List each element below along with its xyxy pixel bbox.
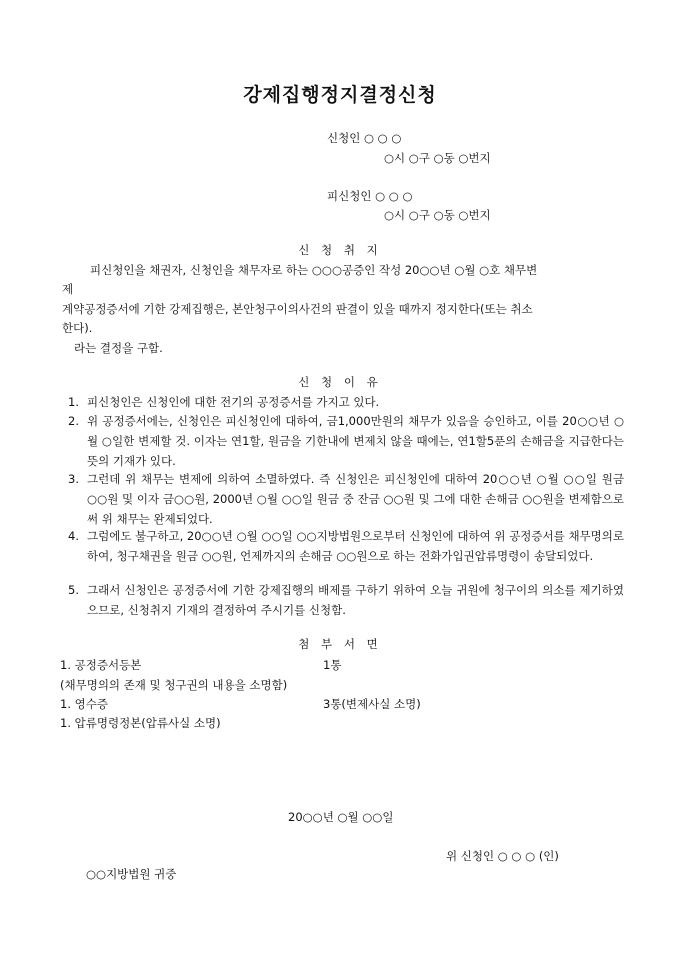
reason-number: 4. [68, 529, 79, 543]
attachment-note: (채무명의의 존재 및 청구권의 내용을 소명함) [60, 678, 288, 692]
reason-item-5 [68, 580, 624, 620]
reason-number: 5. [68, 583, 79, 597]
court-addressee: ○○지방법원 귀중 [86, 867, 177, 881]
applicant-address: ○시 ○구 ○동 ○번지 [384, 151, 491, 165]
reason-item-2 [68, 411, 624, 471]
reason-text: 피신청인은 신청인에 대한 전기의 공정증서를 가지고 있다. [87, 395, 380, 409]
applicant-label: 신청인 ○ ○ ○ [327, 131, 402, 145]
purpose-line-1: 피신청인을 채권자, 신청인을 채무자로 하는 ○○○공증인 작성 20○○년 ○월 ○호 채무변 [90, 263, 538, 277]
reasons-heading: 신 청 이 유 [298, 375, 382, 389]
purpose-heading: 신 청 취 지 [298, 243, 382, 257]
purpose-line-4: 한다). [62, 321, 93, 335]
reason-text: 위 공정증서에는, 신청인은 피신청인에 대하여, 금1,000만원의 채무가 있음을 승인하고, 이를 20○○년 ○월 ○일한 변제할 것. 이자는 연1할, 원금을 기한내에 변제치 않을 때에는, 연1할5푼의 손해금을 지급한다는 뜻의 기재가 있다. [87, 414, 624, 468]
reason-text: 그럼에도 불구하고, 20○○년 ○월 ○○일 ○○지방법원으로부터 신청인에 대하여 위 공정증서를 채무명의로 하여, 청구채권을 원금 ○○원, 언제까지의 손해금 ○○원으로 하는 전화가입권압류명령이 송달되었다. [87, 529, 624, 563]
reason-text: 그런데 위 채무는 변제에 의하여 소멸하였다. 즉 신청인은 피신청인에 대하여 20○○년 ○월 ○○일 원금 ○○원 및 이자 금○○원, 2000년 ○월 ○○일 원금 중 잔금 ○○원 및 그에 대한 손해금 ○○원을 변제함으로써 위 채무는 완제되었다. [87, 472, 624, 526]
reason-number: 1. [68, 395, 79, 409]
respondent-label: 피신청인 ○ ○ ○ [327, 189, 413, 203]
document-date: 20○○년 ○월 ○○일 [288, 810, 394, 824]
attachment-qty: 3통(변제사실 소명) [323, 697, 421, 711]
respondent-address: ○시 ○구 ○동 ○번지 [384, 208, 491, 222]
attachment-name: 1. 영수증 [60, 697, 108, 711]
signer-line: 위 신청인 ○ ○ ○ (인) [446, 849, 559, 863]
purpose-line-3: 계약공정증서에 기한 강제집행은, 본안청구이의사건의 판결이 있을 때까지 정지한다(또는 취소 [62, 302, 533, 316]
purpose-line-5: 라는 결정을 구함. [74, 341, 163, 355]
document-title: 강제집행정지결정신청 [243, 84, 437, 106]
attachment-name: 1. 공정증서등본 [60, 658, 142, 672]
attachment-qty: 1통 [323, 658, 342, 672]
reason-item-3 [68, 469, 624, 529]
attachments-heading: 첨 부 서 면 [298, 637, 382, 651]
purpose-line-2: 제 [62, 282, 74, 296]
reason-text: 그래서 신청인은 공정증서에 기한 강제집행의 배제를 구하기 위하여 오늘 귀원에 청구이의 의소를 제기하였으므로, 신청취지 기재의 결정하여 주시기를 신청함. [87, 583, 624, 617]
reason-number: 2. [68, 414, 79, 428]
attachment-name: 1. 압류명령정본(압류사실 소명) [60, 716, 221, 730]
reason-item-1 [68, 392, 624, 412]
reason-number: 3. [68, 472, 79, 486]
reason-item-4 [68, 526, 624, 566]
